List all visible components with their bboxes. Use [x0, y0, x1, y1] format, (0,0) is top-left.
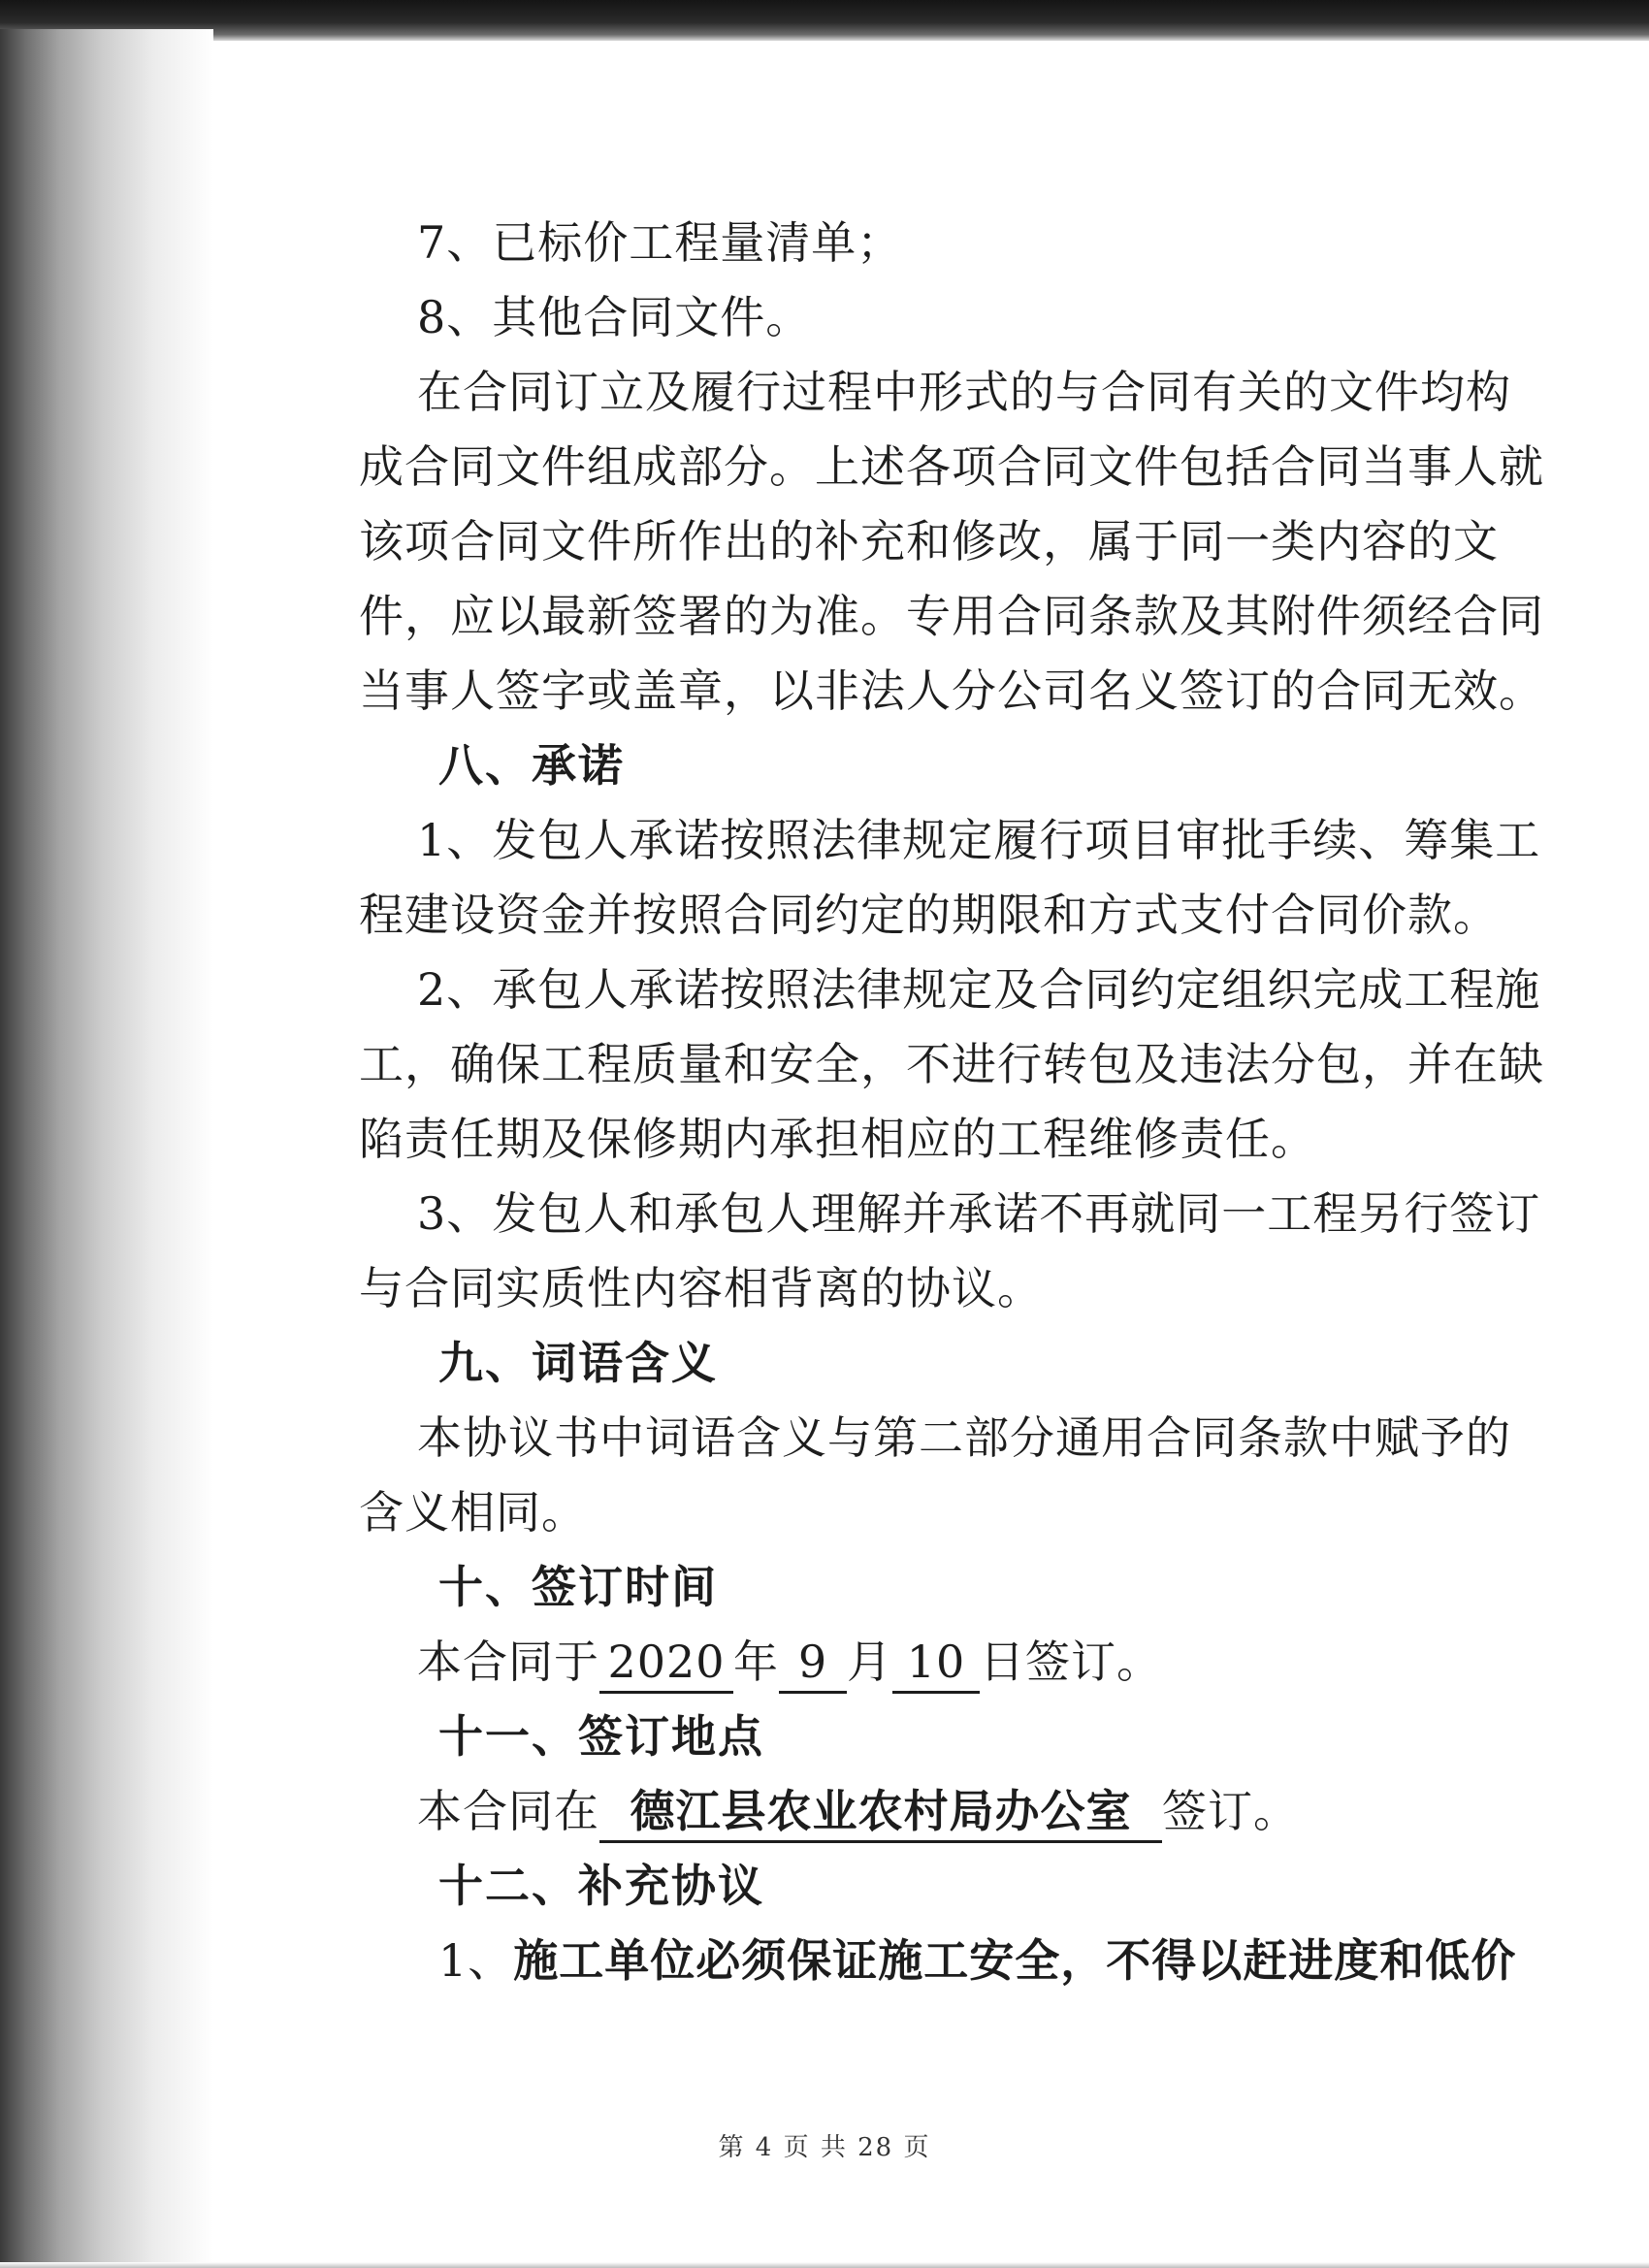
paragraph-line: 工，确保工程质量和安全，不进行转包及违法分包，并在缺	[359, 1038, 1544, 1090]
page-number-footer: 第 4 页 共 28 页	[718, 2133, 931, 2162]
signing-place-line	[359, 1774, 1484, 1849]
paragraph-line: 2、承包人承诺按照法律规定及合同约定组织完成工程施	[417, 963, 1541, 1016]
item-text: 施工单位必须保证施工安全，不得以赶进度和低价	[513, 1934, 1517, 1987]
signing-place-field: 德江县农业农村局办公室	[599, 1782, 1162, 1843]
signing-date-prefix: 本合同于	[417, 1636, 599, 1688]
scan-binding-shadow	[0, 29, 213, 2268]
signing-month-field: 9	[779, 1633, 847, 1694]
paragraph-line: 7、已标价工程量清单；	[417, 216, 903, 269]
scan-top-edge	[0, 0, 1649, 41]
paragraph-line: 8、其他合同文件。	[417, 291, 812, 343]
signing-date-line	[359, 1625, 1484, 1700]
signing-date-suffix: 日签订。	[980, 1636, 1162, 1688]
section-heading-signing-place: 十一、签订地点	[438, 1710, 764, 1763]
paragraph-line: 3、发包人和承包人理解并承诺不再就同一工程另行签订	[417, 1187, 1541, 1240]
signing-day-field: 10	[892, 1633, 980, 1694]
section-heading-supplementary: 十二、补充协议	[438, 1860, 764, 1912]
scan-bottom-edge	[0, 2262, 1649, 2268]
paragraph-line: 陷责任期及保修期内承担相应的工程维修责任。	[359, 1113, 1316, 1165]
paragraph-line: 件，应以最新签署的为准。专用合同条款及其附件须经合同	[359, 590, 1544, 642]
item-number: 1、	[438, 1934, 514, 1987]
paragraph-line: 当事人签字或盖章，以非法人分公司名义签订的合同无效。	[359, 664, 1544, 717]
signing-year-field: 2020	[599, 1633, 733, 1694]
paragraph-line: 含义相同。	[359, 1486, 587, 1539]
paragraph-line: 在合同订立及履行过程中形式的与合同有关的文件均构	[417, 366, 1511, 418]
paragraph-line: 本协议书中词语含义与第二部分通用合同条款中赋予的	[417, 1411, 1511, 1464]
section-heading-commitment: 八、承诺	[438, 739, 625, 792]
signing-place-suffix: 签订。	[1162, 1785, 1299, 1837]
document-page	[359, 206, 1544, 1998]
paragraph-line: 成合同文件组成部分。上述各项合同文件包括合同当事人就	[359, 440, 1544, 493]
month-unit: 月	[847, 1636, 892, 1688]
year-unit: 年	[733, 1636, 779, 1688]
supplementary-item-line	[359, 1924, 1517, 1998]
signing-place-prefix: 本合同在	[417, 1785, 599, 1837]
section-heading-definitions: 九、词语含义	[438, 1337, 718, 1389]
paragraph-line: 1、发包人承诺按照法律规定履行项目审批手续、筹集工	[417, 814, 1541, 866]
section-heading-signing-date: 十、签订时间	[438, 1561, 718, 1613]
paragraph-line: 与合同实质性内容相背离的协议。	[359, 1262, 1043, 1314]
paragraph-line: 程建设资金并按照合同约定的期限和方式支付合同价款。	[359, 889, 1499, 941]
paragraph-line: 该项合同文件所作出的补充和修改，属于同一类内容的文	[359, 515, 1499, 567]
